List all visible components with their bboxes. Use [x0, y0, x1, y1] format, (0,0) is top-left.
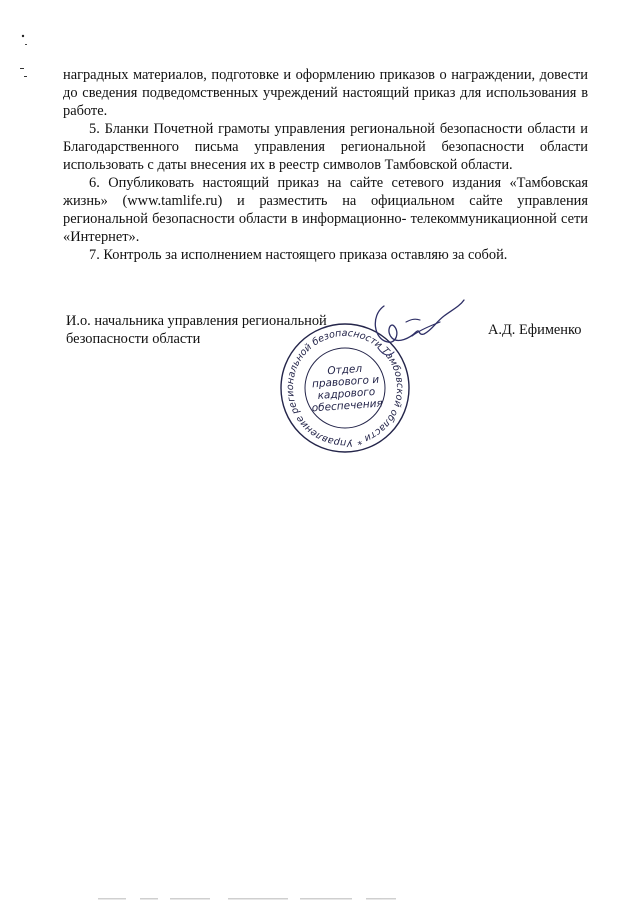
stamp-line: обеспечения [311, 397, 384, 415]
signer-name: А.Д. Ефименко [488, 322, 582, 338]
document-body [63, 66, 588, 264]
handwritten-signature [360, 292, 470, 372]
stamp-line: правового и [311, 373, 380, 391]
paragraph-item-5: 5. Бланки Почетной грамоты управления региональной безопасности области и Благодарственного письма управления региональной безопасности области использовать с даты внесения их в реестр символов Тамбовской области. [63, 121, 588, 173]
paragraph-item-6: 6. Опубликовать настоящий приказ на сайте сетевого издания «Тамбовская жизнь» (www.tamlife.ru) и разместить на официальном сайте управления региональной безопасности области в информационно- телекоммуникационной сети «Интернет». [63, 175, 588, 245]
signer-position-title: И.о. начальника управления региональной безопасности области [66, 313, 327, 347]
stamp-line: Отдел [326, 362, 363, 378]
stamp-line: кадрового [317, 385, 376, 402]
paragraph-continuation: наградных материалов, подготовке и оформлению приказов о награждении, довести до сведения подведомственных учреждений настоящий приказ для использования в работе. [63, 67, 588, 119]
stamp-ring-text: Управление региональной безопасности Тамбовской области * [284, 327, 406, 449]
paragraph-item-7: 7. Контроль за исполнением настоящего приказа оставляю за собой. [89, 247, 508, 263]
